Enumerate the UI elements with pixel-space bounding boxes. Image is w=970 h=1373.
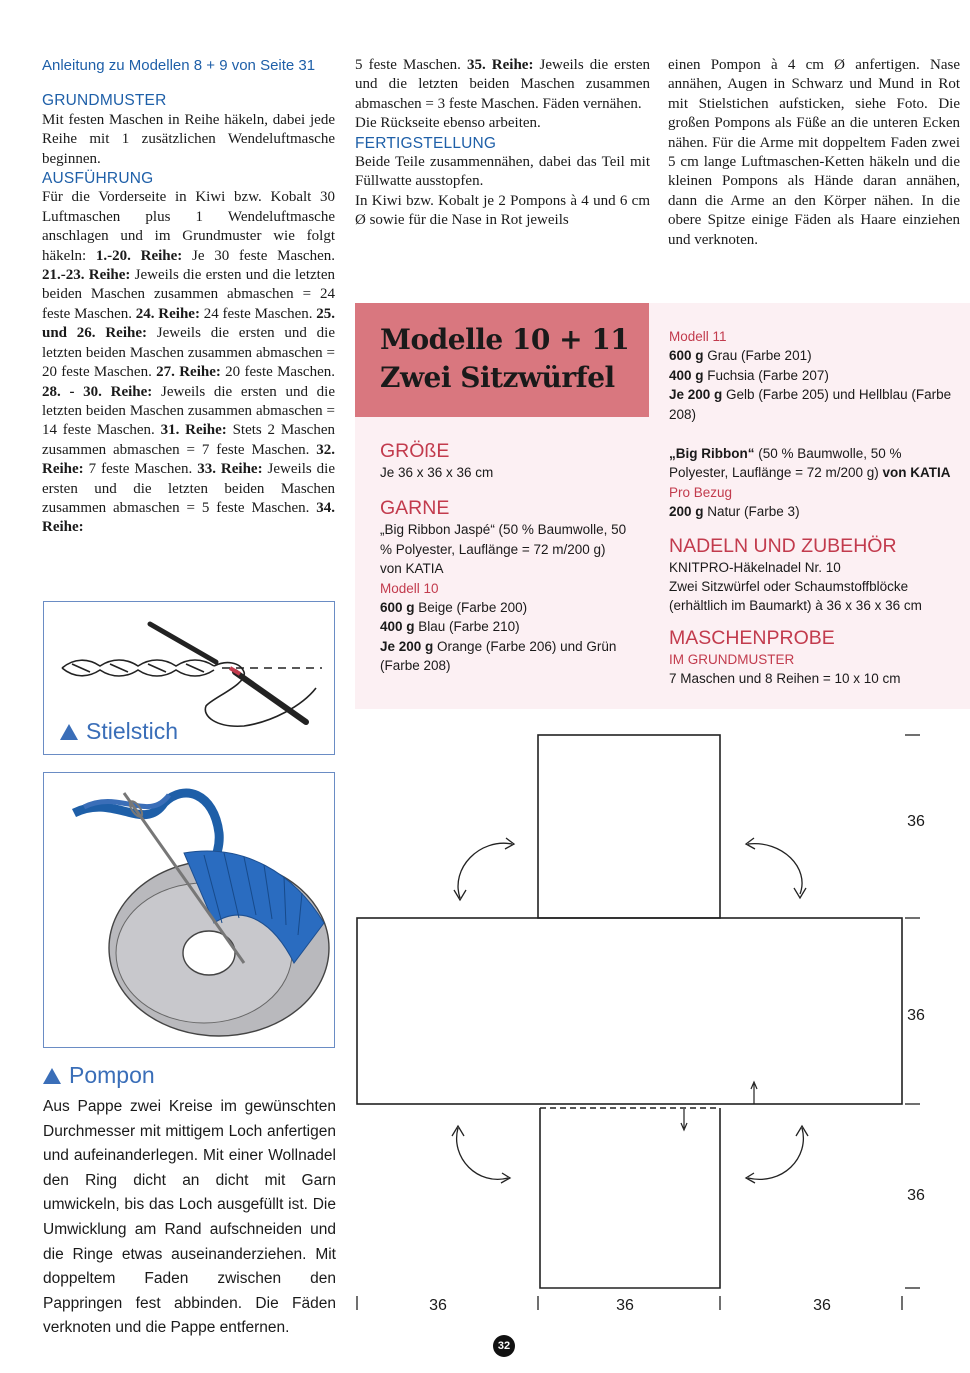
nadeln-text-2: Zwei Sitzwürfel oder Schaumstoffblöcke (erhältlich im Baumarkt) à 36 x 36 x 36 cm [669, 579, 922, 614]
column-right [668, 56, 960, 250]
fertigstellung-text: Beide Teile zusammennähen, dabei das Teil mit Füllwatte ausstopfen. [355, 154, 650, 190]
info-panel [355, 303, 970, 709]
pompon-instructions: Aus Pappe zwei Kreise im gewünschten Durchmesser mit mittigem Loch anfertigen und aufeinanderlegen. Mit einer Wollnadel den Ring dicht an dicht mit Garn umwickeln, bis das Loch ausgefüllt ist. Die Umwicklung am Rand aufschneiden und die Ringe etwas auseinanderziehen. Mit doppeltem Faden zwischen den Pappringen fest abbinden. Die Fäden verknoten und die Pappe entfernen. [43, 1098, 336, 1337]
top-panel [538, 735, 720, 918]
bottom-panel [540, 1108, 720, 1288]
pompon-illustration [44, 773, 334, 1047]
modell-10-label: Modell 10 [380, 580, 439, 596]
dimension-label: 36 [616, 1297, 634, 1314]
stielstich-label: Stielstich [60, 718, 178, 745]
nadeln-text-1: KNITPRO-Häkelnadel Nr. 10 [669, 559, 841, 575]
modell-11-line: 400 g Fuchsia (Farbe 207) [669, 367, 829, 383]
page-number: 32 [493, 1335, 515, 1357]
stielstich-figure [43, 601, 335, 755]
maschenprobe-sub: IM GRUNDMUSTER [669, 651, 795, 667]
ausfuehrung-heading: AUSFÜHRUNG [42, 170, 154, 188]
title-block [355, 303, 649, 417]
maschenprobe-heading: MASCHENPROBE [669, 626, 835, 649]
column-middle [355, 56, 650, 231]
finishing-text: einen Pompon à 4 cm Ø anfertigen. Nase annähen, Augen in Schwarz und Mund in Rot mit Stielstichen aufsticken, siehe Foto. Die großen Pompons als Füße an die unteren Ecken nähen. Für die Arme mit doppeltem Faden zwei 5 cm lange Luftmaschen-Ketten häkeln und die kleinen Pompons als Hände daran annähen, dann die Arme an den Körper nähen. In die obere Spitze einige Fäden als Haare einziehen und verknoten. [668, 57, 960, 248]
grundmuster-heading: GRUNDMUSTER [42, 92, 167, 110]
bezug-label: Pro Bezug [669, 484, 733, 500]
rotation-arrows [452, 838, 808, 1183]
pompon-label: Pompon [43, 1062, 155, 1089]
info-column-right [669, 327, 959, 689]
modell-11-line: 600 g Grau (Farbe 201) [669, 348, 812, 364]
modell-10-line: 600 g Beige (Farbe 200) [380, 600, 528, 616]
grundmuster-text: Mit festen Maschen in Reihe häkeln, dabei jede Reihe mit 1 zusätzlichen Wendeluftmasche beginnen. [42, 111, 335, 167]
modell-10-line: 400 g Blau (Farbe 210) [380, 619, 520, 635]
triangle-marker-icon [43, 1068, 61, 1084]
continued-text: 5 feste Maschen. 35. Reihe: Jeweils die ersten und die letzten beiden Maschen zusammen abmaschen = 3 feste Maschen. Fäden vernähen. [355, 57, 650, 112]
dimension-label: 36 [813, 1297, 831, 1314]
nadeln-heading: NADELN UND ZUBEHÖR [669, 534, 897, 557]
groesse-heading: GRÖßE [380, 440, 450, 462]
dimension-label: 36 [907, 1007, 925, 1024]
garne-yarn: „Big Ribbon Jaspé“ (50 % Baumwolle, 50 % Polyester, Lauflänge = 72 m/200 g) [380, 522, 627, 557]
dimension-label: 36 [907, 1187, 925, 1204]
modell-11-line: Je 200 g Gelb (Farbe 205) und Hellblau (Farbe 208) [669, 387, 952, 422]
pompon-figure [43, 772, 335, 1048]
bezug-line: 200 g Natur (Farbe 3) [669, 504, 800, 520]
ausfuehrung-text: Für die Vorderseite in Kiwi bzw. Kobalt 30 Luftmaschen plus 1 Wendeluftmasche anschlagen und im Grundmuster wie folgt häkeln: 1.-20. Reihe: Je 30 feste Maschen. 21.-23. Reihe: Jeweils die ersten und die letzten beiden Maschen zusammen abmaschen = 24 feste Maschen. 24. Reihe: 24 feste Maschen. 25. und 26. Reihe: Jeweils die ersten und die letzten beiden Maschen zusammen abmaschen = 20 feste Maschen. 27. Reihe: 20 feste Maschen. 28. - 30. Reihe: Jeweils die ersten und die letzten beiden Maschen zusammen abmaschen = 14 feste Maschen. 31. Reihe: Stets 2 Maschen zusammen abmaschen = 7 feste Maschen. 32. Reihe: 7 feste Maschen. 33. Reihe: Jeweils die ersten und die letzten beiden Maschen zusammen abmaschen = 5 feste Maschen. 34. Reihe: [42, 189, 336, 536]
fertigstellung-heading: FERTIGSTELLUNG [355, 134, 497, 152]
fertigstellung-text-2: In Kiwi bzw. Kobalt je 2 Pompons à 4 und 6 cm Ø sowie für die Nase in Rot jeweils [355, 192, 650, 229]
column-left [42, 56, 335, 538]
modell-10-line: Je 200 g Orange (Farbe 206) und Grün (Farbe 208) [380, 638, 617, 674]
model-title: Modelle 10 + 11 [380, 323, 630, 356]
triangle-marker-icon [60, 724, 78, 740]
cube-cover-pattern-diagram [350, 718, 970, 1318]
garne-heading: GARNE [380, 497, 450, 520]
dimension-label: 36 [429, 1297, 447, 1314]
garne-brand: von KATIA [380, 561, 444, 577]
model-subtitle: Zwei Sitzwürfel [380, 361, 615, 394]
info-column-left [380, 439, 630, 676]
groesse-text: Je 36 x 36 x 36 cm [380, 465, 494, 480]
ribbon-yarn: „Big Ribbon“ (50 % Baumwolle, 50 % Polyester, Lauflänge = 72 m/200 g) von KATIA [669, 446, 951, 481]
maschenprobe-text: 7 Maschen und 8 Reihen = 10 x 10 cm [669, 671, 901, 687]
back-side-text: Die Rückseite ebenso arbeiten. [355, 115, 541, 132]
dimension-label: 36 [907, 813, 925, 830]
intro-heading: Anleitung zu Modellen 8 + 9 von Seite 31 [42, 57, 316, 74]
middle-panels [357, 918, 902, 1104]
modell-11-label: Modell 11 [669, 329, 727, 344]
